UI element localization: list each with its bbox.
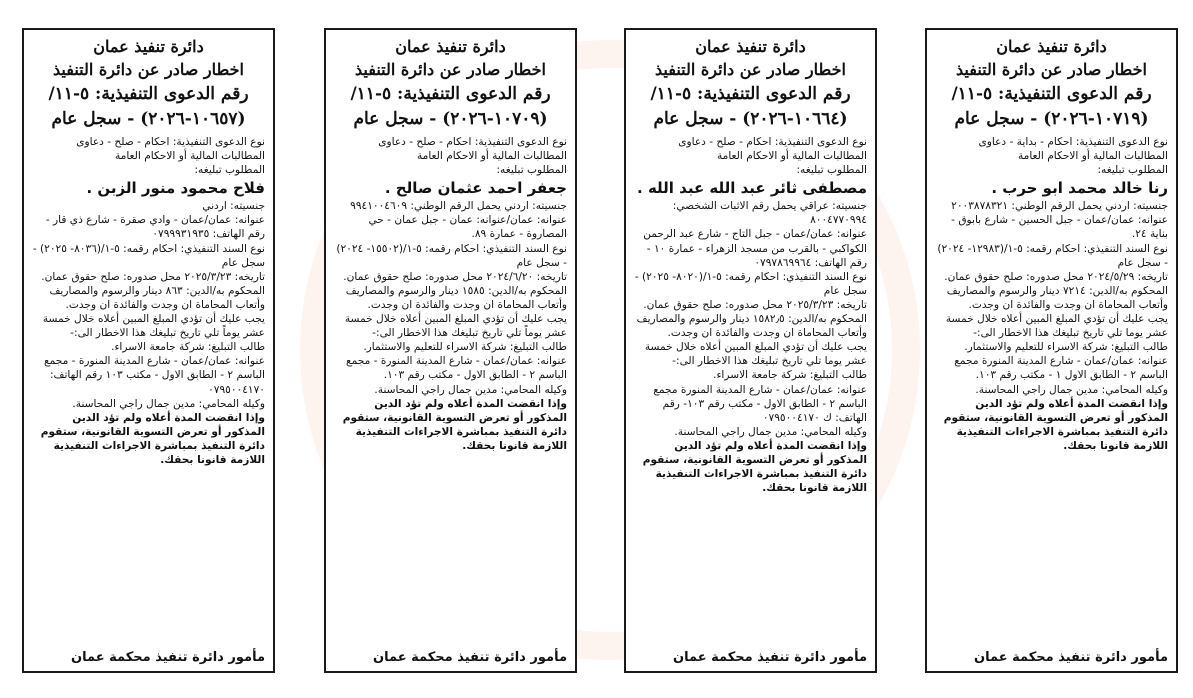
case-number-prefix: رقم الدعوى التنفيذية: ٥-١١/ <box>650 84 851 104</box>
bond-type: نوع السند التنفيذي: احكام رقمه: ٥-١/(١٢٩٨٣- ٢٠٢٤) - سجل عام <box>937 242 1168 269</box>
notice-department: دائرة تنفيذ عمان <box>395 37 506 56</box>
notice-department: دائرة تنفيذ عمان <box>695 37 806 56</box>
nationality: جنسيته: اردني يحمل الرقم الوطني: ٩٩٤١٠٠٤٦٠٩ <box>350 200 567 213</box>
bond-type: نوع السند التنفيذي: احكام رقمه: ٥-١/(٨٠٣٦- ٢٠٢٥) - سجل عام <box>32 242 265 269</box>
case-number: (١٠٧٠٩-٢٠٢٦) - سجل عام <box>353 109 548 129</box>
bond-date: تاريخه: ٢٠٢٤/٥/٢٩ محل صدوره: صلح حقوق عمان. <box>944 270 1168 283</box>
case-number-prefix: رقم الدعوى التنفيذية: ٥-١١/ <box>48 84 249 104</box>
required-label: المطلوب تبليغه: <box>496 164 567 177</box>
notice-1 <box>22 28 275 673</box>
warning: وإذا انقضت المدة أعلاه ولم تؤد الدين المذكور أو تعرض التسوية القانونية، ستقوم دائرة التنفيذ بمباشرة الاجراءات التنفيذية اللازمة قانونا بحقك. <box>642 439 867 495</box>
nationality: جنسيته: اردني يحمل الرقم الوطني: ٢٠٠٣٨٧٨٣٢١ <box>951 200 1168 213</box>
address: عنوانه: عمان/عمان - جبل التاج - شارع عبد الرحمن الكواكبي - بالقرب من مسجد الزهراء - عمارة ١٠ - رقم الهاتف: ٠٧٩٧٨٦٩٩٦٤ <box>643 228 867 269</box>
requester-address: عنوانه: عمان/عمان - شارع المدينة المنورة مجمع الباسم ٢ - الطابق الاول ١ - مكتب رقم ١٠٣. <box>954 355 1168 382</box>
lawyer: وكيله المحامي: مدين جمال راجي المحاسنة. <box>674 425 867 438</box>
case-number: (١٠٦٥٧-٢٠٢٦) - سجل عام <box>51 109 246 129</box>
requester-address: عنوانه: عمان/عمان - شارع المدينة المنورة - مجمع الباسم ٢ - الطابق الاول - مكتب رقم ١٠٣. <box>346 355 567 382</box>
case-number-prefix: رقم الدعوى التنفيذية: ٥-١١/ <box>350 84 551 104</box>
case-type: نوع الدعوى التنفيذية: احكام - بداية - دعاوى المطالبات المالية أو الاحكام العامة <box>978 136 1168 163</box>
notice-issuer: اخطار صادر عن دائرة التنفيذ <box>956 60 1147 79</box>
required-label: المطلوب تبليغه: <box>796 164 867 177</box>
notice-footer: مأمور دائرة تنفيذ محكمة عمان <box>373 650 567 665</box>
required-label: المطلوب تبليغه: <box>1097 164 1168 177</box>
nationality: جنسيته: اردني <box>202 200 265 213</box>
lawyer: وكيله المحامي: مدين جمال راجي المحاسنة. <box>72 397 265 410</box>
requester-address: عنوانه: عمان/عمان - شارع المدينة المنورة - مجمع الباسم ٢ - الطابق الاول - مكتب ١٠٣ رقم الهاتف: ٠٧٩٥٠٠٤١٧٠ <box>44 355 265 396</box>
notice-footer: مأمور دائرة تنفيذ محكمة عمان <box>673 650 867 665</box>
warning: وإذا انقضت المدة أعلاه ولم تؤد الدين المذكور أو تعرض التسوية القانونية، ستقوم دائرة التنفيذ بمباشرة الاجراءات التنفيذية اللازمة قانونا بحقك. <box>40 411 265 466</box>
lawyer: وكيله المحامي: مدين جمال راجي المحاسنة. <box>374 383 567 396</box>
warning: وإذا انقضت المدة أعلاه ولم تؤد الدين المذكور أو تعرض التسوية القانونية، ستقوم دائرة التنفيذ بمباشرة الاجراءات التنفيذية اللازمة قانونا بحقك. <box>943 397 1168 452</box>
notice-issuer: اخطار صادر عن دائرة التنفيذ <box>53 60 244 79</box>
bond-type: نوع السند التنفيذي: احكام رقمه: ٥-١/(٨٠٢٠- ٢٠٢٥) - سجل عام <box>634 270 867 297</box>
bond-date: تاريخه: ٢٠٢٤/٦/٢٠ محل صدوره: صلح حقوق عمان. <box>343 270 567 283</box>
payment-demand: يجب عليك أن تؤدي المبلغ المبين أعلاه خلال خمسة عشر يوما تلي تاريخ تبليغك هذا الاخطار الى:- <box>644 341 867 368</box>
bond-type: نوع السند التنفيذي: احكام رقمه: ٥-١/(١٥٥٠٢- ٢٠٢٤) - سجل عام <box>336 242 567 269</box>
person-name: مصطفى ثائر عبد الله عبد الله . <box>637 179 867 198</box>
judgment-amount: المحكوم به/الدين: ١٥٨٢٫٥ دينار والرسوم والمصاريف وأتعاب المحاماة ان وجدت والفائدة ان وجدت. <box>636 313 867 340</box>
case-type: نوع الدعوى التنفيذية: احكام - صلح - دعاوى المطالبات المالية أو الاحكام العامة <box>76 136 265 163</box>
case-type: نوع الدعوى التنفيذية: احكام - صلح - دعاوى المطالبات المالية أو الاحكام العامة <box>678 136 867 163</box>
payment-demand: يجب عليك أن تؤدي المبلغ المبين أعلاه خلال خمسة عشر يوماً تلي تاريخ تبليغك هذا الاخطار الى:- <box>344 313 567 340</box>
notice-issuer: اخطار صادر عن دائرة التنفيذ <box>655 60 846 79</box>
bond-date: تاريخه: ٢٠٢٥/٣/٢٣ محل صدوره: صلح حقوق عمان. <box>643 298 867 311</box>
judgment-amount: المحكوم به/الدين: ٧٢١٤ دينار والرسوم والمصاريف وأتعاب المحاماة ان وجدت والفائدة ان وجدت. <box>946 284 1168 311</box>
warning: وإذا انقضت المدة أعلاه ولم تؤد الدين المذكور أو تعرض التسوية القانونية، ستقوم دائرة التنفيذ بمباشرة الاجراءات التنفيذية اللازمة قانونا بحقك. <box>342 397 567 452</box>
lawyer: وكيله المحامي: مدين جمال راجي المحاسنة. <box>975 383 1168 396</box>
case-number: (١٠٧١٩-٢٠٢٦) - سجل عام <box>954 109 1149 129</box>
case-number: (١٠٦٦٤-٢٠٢٦) - سجل عام <box>653 109 848 129</box>
notice-issuer: اخطار صادر عن دائرة التنفيذ <box>355 60 546 79</box>
bond-date: تاريخه: ٢٠٢٥/٣/٢٣ محل صدوره: صلح حقوق عمان. <box>41 270 265 283</box>
notice-department: دائرة تنفيذ عمان <box>996 37 1107 56</box>
requester: طالب التبليغ: شركة جامعة الاسراء. <box>111 341 265 354</box>
notice-3 <box>624 28 877 673</box>
nationality: جنسيته: عراقي يحمل رقم الاثبات الشخصي: ٨٠٠٤٧٧٠٩٩٤ <box>672 200 867 227</box>
notice-2 <box>324 28 577 673</box>
person-name: جعفر احمد عثمان صالح . <box>384 179 567 198</box>
notice-footer: مأمور دائرة تنفيذ محكمة عمان <box>974 650 1168 665</box>
notice-body <box>634 135 867 495</box>
judgment-amount: المحكوم به/الدين: ٨٦٣ دينار والرسوم والمصاريف وأتعاب المحاماة ان وجدت والفائدة ان وجدت. <box>49 284 265 311</box>
case-number-prefix: رقم الدعوى التنفيذية: ٥-١١/ <box>951 84 1152 104</box>
payment-demand: يجب عليك أن تؤدي المبلغ المبين أعلاه خلال خمسة عشر يوماً تلي تاريخ تبليغك هذا الاخطار الى:- <box>42 313 265 340</box>
notice-body <box>32 135 265 467</box>
address: عنوانه: عمان/عنوانه: عمان - جبل عمان - حي المصاروة - عمارة ٨٩. <box>368 214 567 241</box>
requester: طالب التبليغ: شركة الاسراء للتعليم والاستثمار. <box>363 341 567 354</box>
judgment-amount: المحكوم به/الدين: ١٥٨٥ دينار والرسوم والمصاريف وأتعاب المحاماة ان وجدت والفائدة ان وجدت. <box>345 284 567 311</box>
notice-footer: مأمور دائرة تنفيذ محكمة عمان <box>71 650 265 665</box>
notice-department: دائرة تنفيذ عمان <box>93 37 204 56</box>
person-name: رنا خالد محمد ابو حرب . <box>991 179 1168 198</box>
person-name: فلاح محمود منور الزبن . <box>86 179 265 198</box>
notice-body <box>334 135 567 453</box>
notice-4 <box>925 28 1178 673</box>
notice-body <box>935 135 1168 453</box>
requester: طالب التبليغ: شركة جامعة الاسراء. <box>713 369 867 382</box>
required-label: المطلوب تبليغه: <box>194 164 265 177</box>
requester: طالب التبليغ: شركة الاسراء للتعليم والاستثمار. <box>964 341 1168 354</box>
payment-demand: يجب عليك أن تؤدي المبلغ المبين أعلاه خلال خمسة عشر يوما تلي تاريخ تبليغك هذا الاخطار الى:- <box>945 313 1168 340</box>
address: عنوانه: عمان/عمان - جبل الحسين - شارع بابوق - بناية ٢٤. <box>951 214 1168 241</box>
requester-address: عنوانه: عمان/عمان - شارع المدينة المنورة مجمع الباسم ٢ - الطابق الاول - مكتب رقم ١٠٣- رقم الهاتف: ك ٠٧٩٥٠٠٤١٧٠ <box>653 383 867 424</box>
address: عنوانه: عمان/عمان - وادي صقرة - شارع ذي قار - رقم الهاتف: ٠٧٩٩٩٣١٩٣٥ <box>45 214 265 241</box>
case-type: نوع الدعوى التنفيذية: احكام - صلح - دعاوى المطالبات المالية أو الاحكام العامة <box>378 136 567 163</box>
